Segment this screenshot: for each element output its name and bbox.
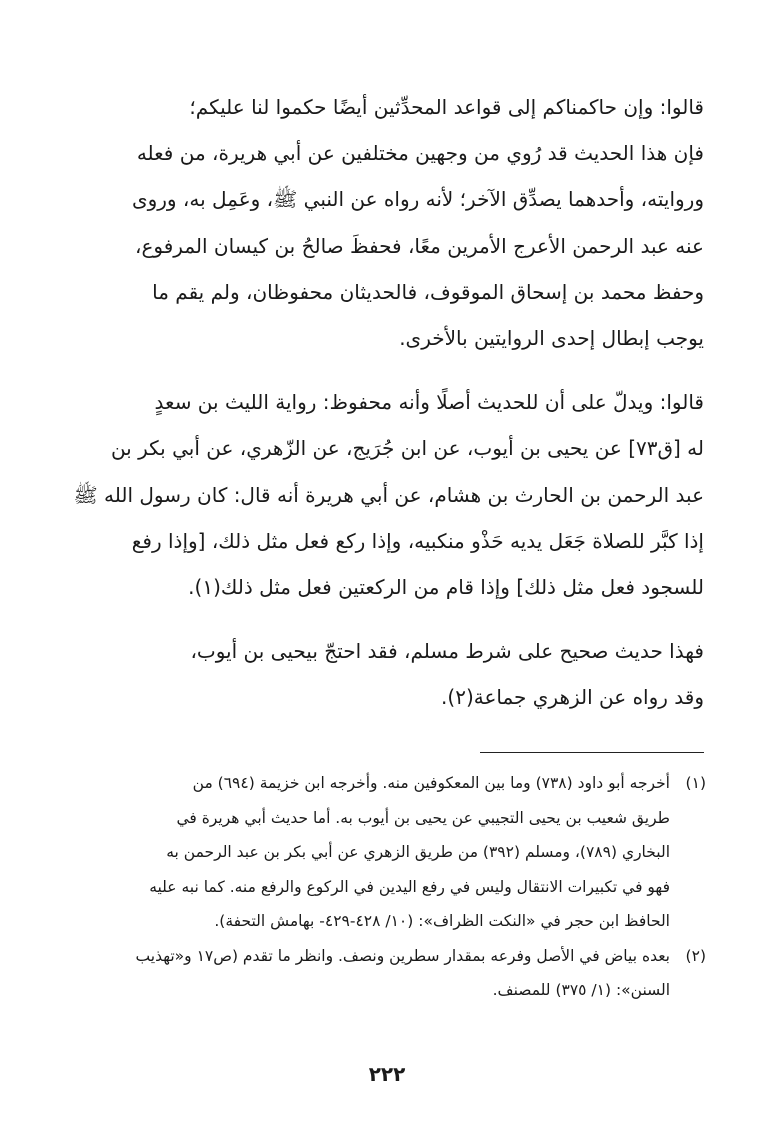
text-line: وقد رواه عن الزهري جماعة(٢). xyxy=(441,685,704,710)
footnote-text xyxy=(72,939,670,1008)
main-text xyxy=(72,84,704,721)
text-line: إذا كبَّر للصلاة جَعَل يديه حَذْو منكبيه، وإذا ركع فعل مثل ذلك، [وإذا رفع xyxy=(131,528,704,553)
text-line: للسجود فعل مثل ذلك] وإذا قام من الركعتين فعل مثل ذلك(١). xyxy=(188,575,704,600)
paragraph-1 xyxy=(72,84,704,361)
text-line: يوجب إبطال إحدى الروايتين بالأخرى. xyxy=(399,326,704,351)
footnote-1 xyxy=(72,766,706,939)
page-number: ٢٢٢ xyxy=(368,1062,406,1086)
text-line: عنه عبد الرحمن الأعرج الأمرين معًا، فحفظَ صالحُ بن كيسان المرفوع، xyxy=(135,233,704,258)
footnote-line: بعده بياض في الأصل وفرعه بمقدار سطرين ونصف. وانظر ما تقدم (ص١٧ و«تهذيب xyxy=(135,946,670,965)
footnote-line: البخاري (٧٨٩)، ومسلم (٣٩٢) من طريق الزهري عن أبي بكر بن عبد الرحمن به xyxy=(166,843,670,861)
footnote-line: طريق شعيب بن يحيى التجيبي عن يحيى بن أيوب به. أما حديث أبي هريرة في xyxy=(176,808,670,827)
paragraph-2 xyxy=(72,379,704,610)
text-line: له [ق٧٣] عن يحيى بن أيوب، عن ابن جُرَيج، عن الزّهري، عن أبي بكر بن xyxy=(110,436,704,461)
footnotes xyxy=(72,766,706,1008)
footnote-line: السنن»: (١/ ٣٧٥) للمصنف. xyxy=(492,981,670,999)
footnote-line: أخرجه أبو داود (٧٣٨) وما بين المعكوفين منه. وأخرجه ابن خزيمة (٦٩٤) من xyxy=(192,774,670,792)
text-line: وروايته، وأحدهما يصدِّق الآخر؛ لأنه رواه عن النبي ﷺ، وعَمِل به، وروى xyxy=(131,187,704,212)
text-line: عبد الرحمن بن الحارث بن هشام، عن أبي هريرة أنه قال: كان رسول الله ﷺ xyxy=(73,482,704,507)
footnote-text xyxy=(72,766,670,939)
footnote-marker: (٢) xyxy=(685,946,706,965)
text-line: فهذا حديث صحيح على شرط مسلم، فقد احتجّ بيحيى بن أيوب، xyxy=(190,639,704,664)
text-line: وحفظ محمد بن إسحاق الموقوف، فالحديثان محفوظان، ولم يقم ما xyxy=(152,279,704,304)
text-line: قالوا: وإن حاكمناكم إلى قواعد المحدِّثين أيضًا حكموا لنا عليكم؛ xyxy=(189,95,704,119)
footnote-2 xyxy=(72,939,706,1008)
paragraph-3 xyxy=(72,628,704,720)
footnote-line: الحافظ ابن حجر في «النكت الظراف»: (١٠/ ٤٢٨-٤٢٩- بهامش التحفة). xyxy=(214,912,670,930)
text-line: فإن هذا الحديث قد رُوي من وجهين مختلفين عن أبي هريرة، من فعله xyxy=(136,141,704,166)
footnote-line: فهو في تكبيرات الانتقال وليس في رفع اليدين في الركوع والرفع منه. كما نبه عليه xyxy=(149,877,670,896)
text-line: قالوا: ويدلّ على أن للحديث أصلًا وأنه محفوظ: رواية الليث بن سعدٍ xyxy=(154,390,704,415)
footnote-marker: (١) xyxy=(685,774,706,792)
footnote-divider xyxy=(480,752,704,753)
